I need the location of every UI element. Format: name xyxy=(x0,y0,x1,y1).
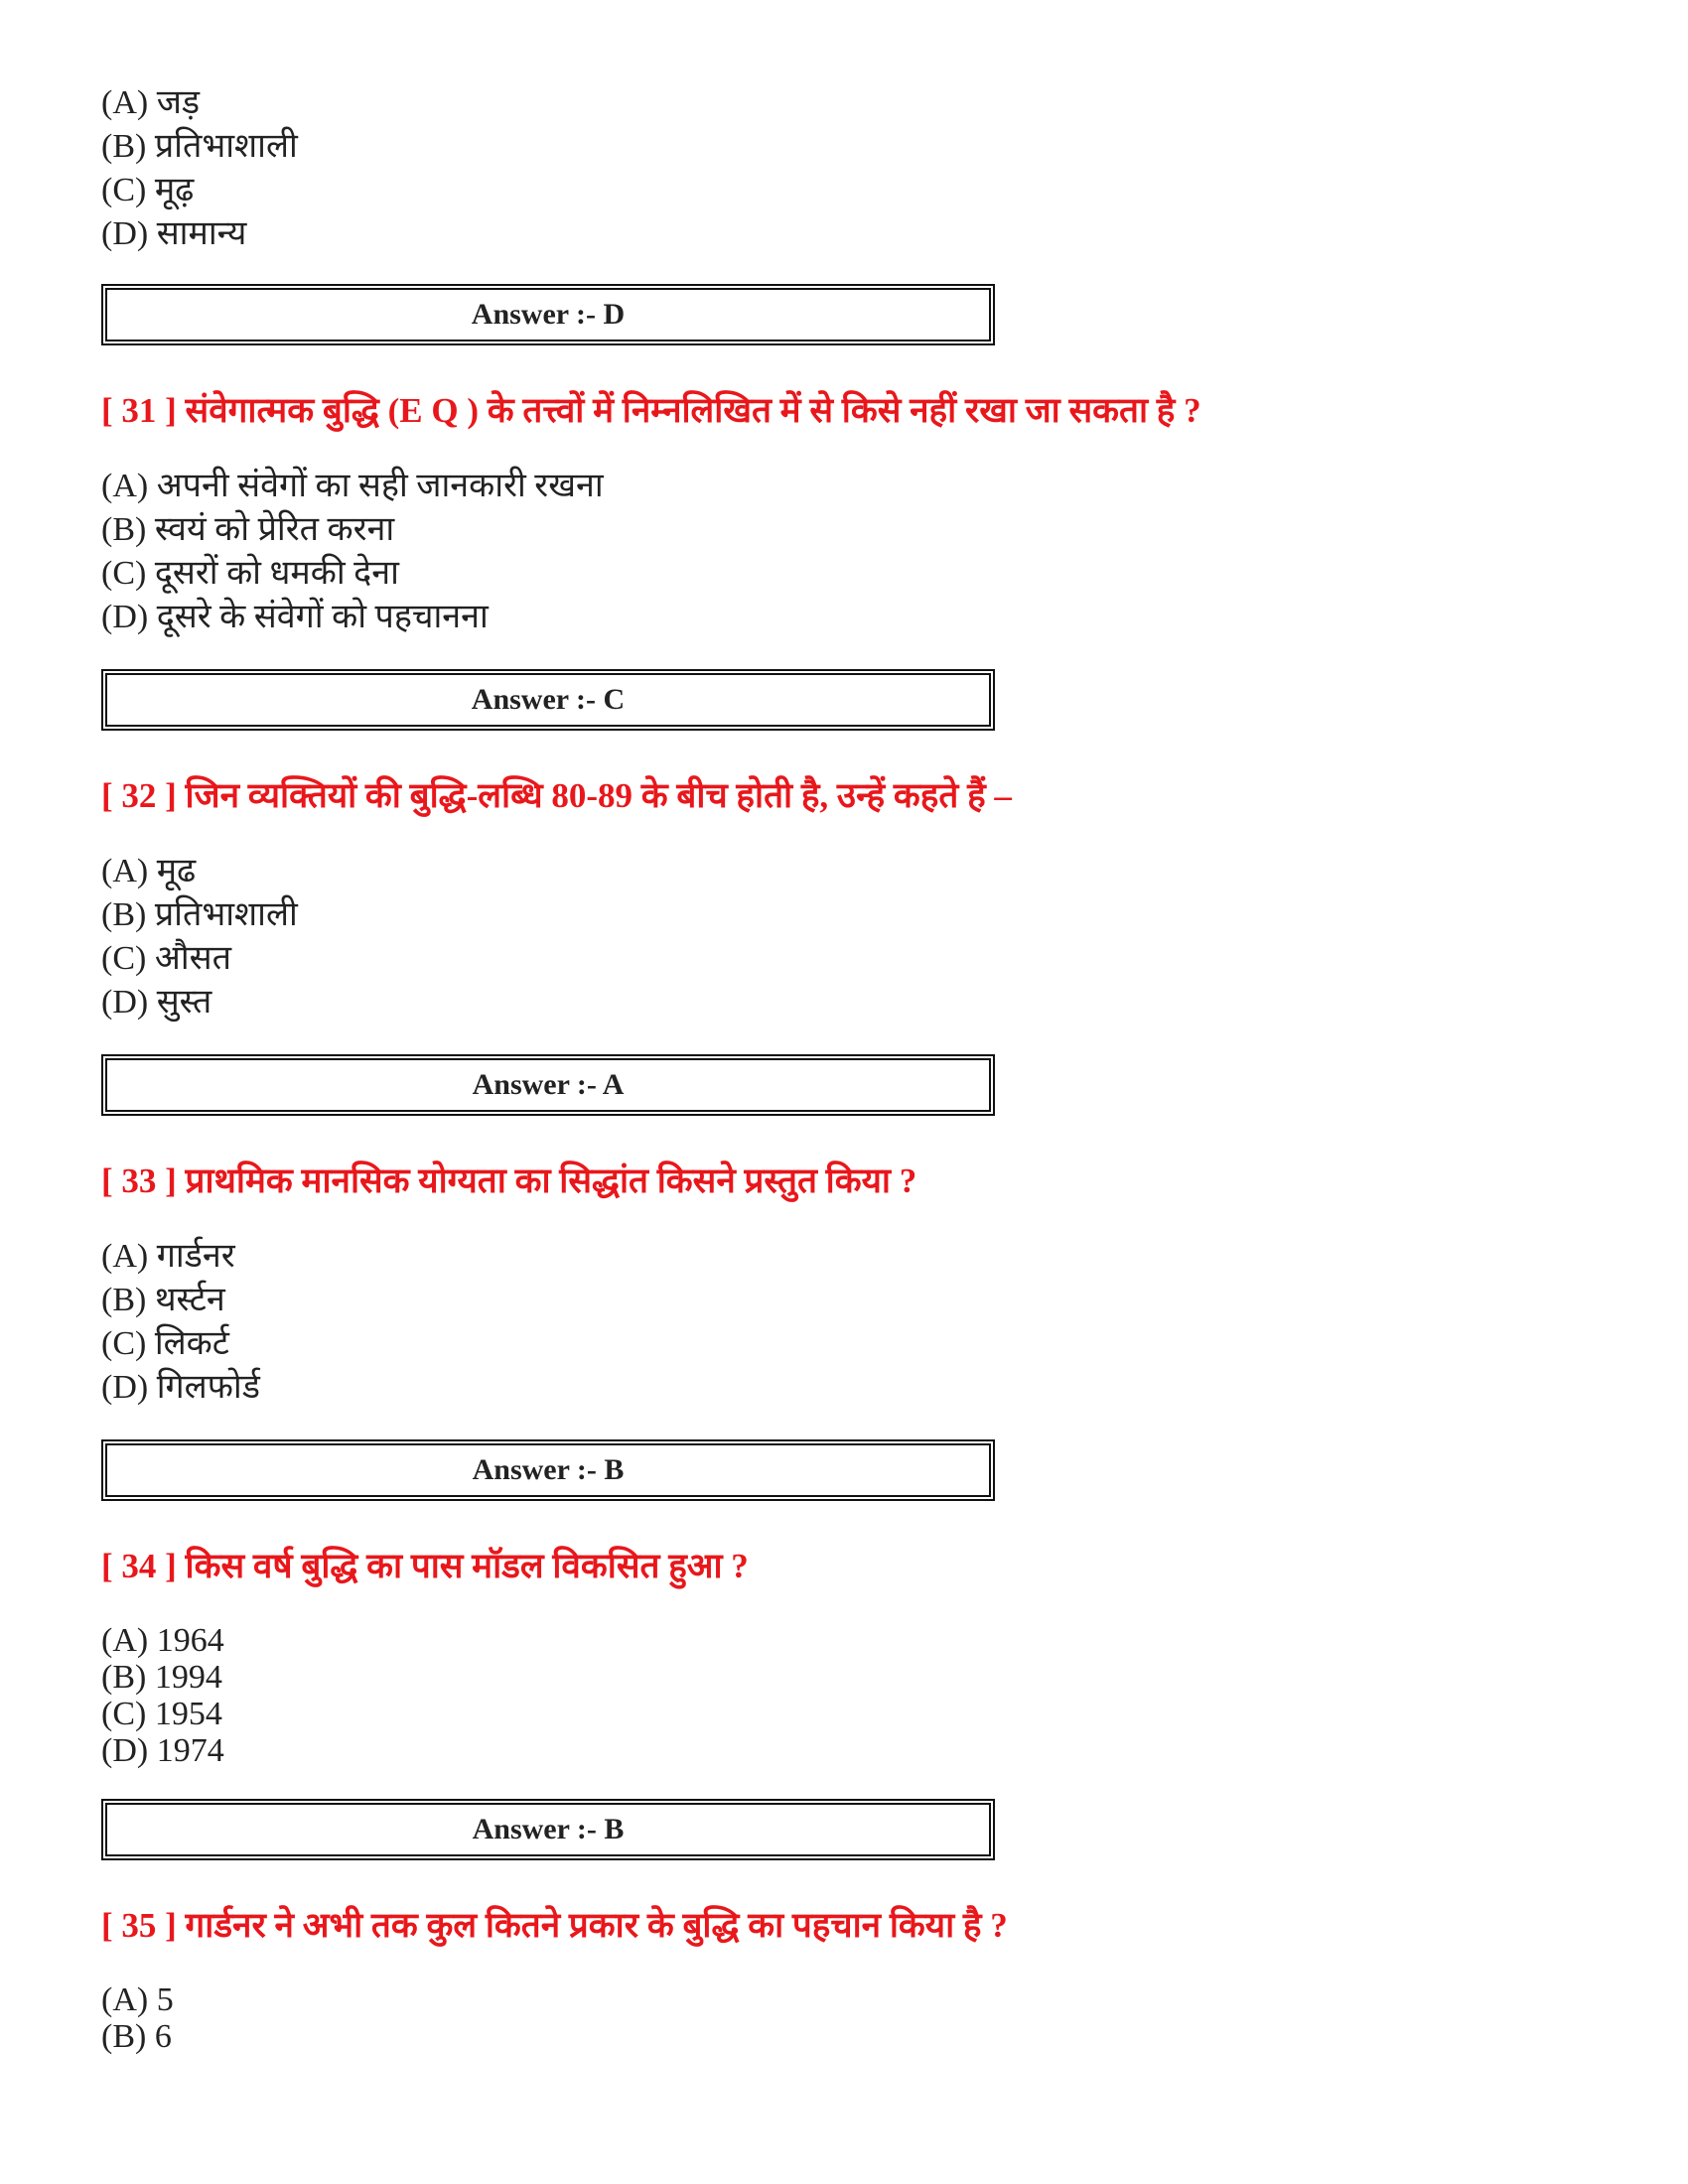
option-d: (D) दूसरे के संवेगों को पहचानना xyxy=(101,599,489,635)
option-a: (A) गार्डनर xyxy=(101,1238,235,1275)
options-list xyxy=(101,465,604,639)
option-b: (B) थर्स्टन xyxy=(101,1282,225,1318)
option-a: (A) अपनी संवेगों का सही जानकारी रखना xyxy=(101,468,604,504)
question-35: [ 35 ] गार्डनर ने अभी तक कुल कितने प्रकार के बुद्धि का पहचान किया है ? xyxy=(101,1906,1008,1945)
option-c: (C) औसत xyxy=(101,940,231,977)
question-31: [ 31 ] संवेगात्मक बुद्धि (E Q ) के तत्त्वों में निम्नलिखित में से किसे नहीं रखा जा सकता है ? xyxy=(101,391,1201,430)
option-b: (B) 6 xyxy=(101,2018,172,2055)
option-a: (A) 1964 xyxy=(101,1622,224,1659)
option-d: (D) 1974 xyxy=(101,1732,224,1769)
answer-box: Answer :- B xyxy=(101,1439,995,1501)
answer-box: Answer :- A xyxy=(101,1054,995,1116)
option-d: (D) गिलफोर्ड xyxy=(101,1369,260,1406)
option-c: (C) लिकर्ट xyxy=(101,1325,229,1362)
option-a: (A) जड़ xyxy=(101,84,201,121)
answer-box: Answer :- C xyxy=(101,669,995,731)
question-33: [ 33 ] प्राथमिक मानसिक योग्यता का सिद्धांत किसने प्रस्तुत किया ? xyxy=(101,1161,917,1200)
answer-box: Answer :- D xyxy=(101,284,995,345)
question-34: [ 34 ] किस वर्ष बुद्धि का पास मॉडल विकसित हुआ ? xyxy=(101,1547,749,1585)
option-b: (B) प्रतिभाशाली xyxy=(101,128,298,165)
option-c: (C) मूढ़ xyxy=(101,172,195,208)
question-32: [ 32 ] जिन व्यक्तियों की बुद्धि-लब्धि 80-89 के बीच होती है, उन्हें कहते हैं – xyxy=(101,776,1012,815)
options-list xyxy=(101,1622,224,1769)
option-c: (C) दूसरों को धमकी देना xyxy=(101,555,399,592)
answer-box: Answer :- B xyxy=(101,1799,995,1860)
option-d: (D) सामान्य xyxy=(101,215,247,252)
option-b: (B) 1994 xyxy=(101,1659,222,1696)
options-list xyxy=(101,1981,174,2055)
option-a: (A) मूढ xyxy=(101,853,197,889)
option-b: (B) प्रतिभाशाली xyxy=(101,896,298,933)
option-a: (A) 5 xyxy=(101,1981,174,2018)
option-b: (B) स्वयं को प्रेरित करना xyxy=(101,511,395,548)
option-c: (C) 1954 xyxy=(101,1696,222,1732)
options-list xyxy=(101,850,298,1024)
option-d: (D) सुस्त xyxy=(101,984,212,1021)
options-list xyxy=(101,1235,260,1410)
options-list xyxy=(101,81,298,256)
